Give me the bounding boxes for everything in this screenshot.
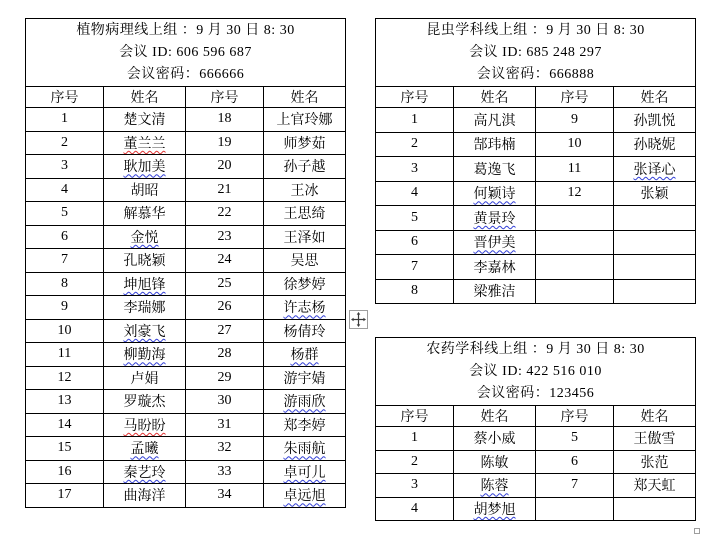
cell-name[interactable] (264, 437, 346, 461)
table-title-row (376, 19, 696, 87)
table-move-handle-icon[interactable] (349, 310, 368, 329)
cell-name[interactable] (104, 202, 186, 226)
name-text: 杨倩玲 (283, 324, 326, 340)
table-title-row (376, 338, 696, 406)
cell-serial-number[interactable] (376, 108, 454, 133)
serial-number-text: 2 (61, 134, 68, 150)
meeting-password-line: 会议密码：666888 (476, 66, 595, 82)
serial-number-text: 1 (411, 111, 418, 127)
serial-number-text: 11 (57, 346, 72, 362)
serial-number-text: 1 (411, 430, 418, 446)
cell-serial-number[interactable] (186, 343, 264, 367)
name-text: 胡昭 (130, 183, 159, 199)
cell-name[interactable] (264, 390, 346, 414)
cell-name[interactable] (614, 497, 696, 521)
cell-serial-number[interactable] (26, 225, 104, 249)
column-header[interactable]: 姓名 (454, 87, 536, 108)
serial-number-text: 33 (217, 463, 232, 479)
table-row (26, 155, 346, 179)
serial-number-text: 5 (61, 205, 68, 221)
column-header[interactable]: 姓名 (264, 87, 346, 108)
cell-name[interactable] (104, 272, 186, 296)
serial-number-text: 25 (217, 275, 232, 291)
cell-name[interactable] (264, 413, 346, 437)
name-text: 陈敏 (480, 455, 509, 471)
cell-serial-number[interactable] (376, 474, 454, 498)
cell-serial-number[interactable] (26, 296, 104, 320)
cell-serial-number[interactable] (536, 157, 614, 182)
cell-serial-number[interactable] (376, 157, 454, 182)
name-text: 王冰 (290, 183, 319, 199)
cell-name[interactable] (454, 279, 536, 304)
cell-serial-number[interactable] (26, 484, 104, 508)
cell-serial-number[interactable] (376, 450, 454, 474)
serial-number-text: 14 (57, 416, 72, 432)
table-resize-handle-icon[interactable] (694, 528, 700, 534)
cell-serial-number[interactable] (536, 230, 614, 255)
table-row (26, 249, 346, 273)
cell-serial-number[interactable] (536, 450, 614, 474)
cell-name[interactable] (264, 249, 346, 273)
cell-serial-number[interactable] (536, 206, 614, 231)
cell-serial-number[interactable] (536, 474, 614, 498)
cell-name[interactable] (104, 155, 186, 179)
cell-serial-number[interactable] (536, 181, 614, 206)
column-header[interactable]: 姓名 (104, 87, 186, 108)
cell-serial-number[interactable] (376, 427, 454, 451)
table-row (26, 178, 346, 202)
name-text: 李嘉林 (473, 260, 516, 276)
name-text: 上官玲娜 (276, 113, 333, 129)
cell-serial-number[interactable] (536, 497, 614, 521)
cell-name[interactable] (104, 131, 186, 155)
cell-name[interactable] (454, 181, 536, 206)
meeting-password-line: 会议密码：123456 (476, 385, 595, 401)
table-row (26, 366, 346, 390)
meeting-id-line: 会议 ID: 606 596 687 (119, 44, 252, 60)
column-header[interactable]: 姓名 (454, 406, 536, 427)
serial-number-text: 6 (411, 234, 418, 250)
name-text: 蔡小威 (473, 432, 516, 448)
table-row (376, 474, 696, 498)
name-text: 胡梦旭 (473, 502, 516, 518)
cell-name[interactable] (264, 202, 346, 226)
serial-number-text: 9 (61, 299, 68, 315)
column-header[interactable]: 序号 (536, 87, 614, 108)
cell-serial-number[interactable] (376, 230, 454, 255)
table-title[interactable] (376, 338, 696, 406)
name-text: 楚文清 (123, 113, 166, 129)
cell-name[interactable] (104, 437, 186, 461)
cell-name[interactable] (454, 427, 536, 451)
cell-serial-number[interactable] (186, 460, 264, 484)
table-row (26, 202, 346, 226)
table-row (26, 413, 346, 437)
serial-number-text: 6 (61, 228, 68, 244)
serial-number-text: 3 (61, 158, 68, 174)
cell-name[interactable] (104, 390, 186, 414)
name-text: 师梦茹 (283, 136, 326, 152)
name-text: 陈蓉 (480, 479, 509, 495)
column-header[interactable]: 姓名 (614, 87, 696, 108)
name-text: 郑李婷 (283, 418, 326, 434)
cell-serial-number[interactable] (376, 206, 454, 231)
name-text: 孟曦 (130, 442, 159, 458)
cell-name[interactable] (264, 484, 346, 508)
serial-number-text: 15 (57, 440, 72, 456)
meeting-id-line: 会议 ID: 685 248 297 (469, 44, 602, 60)
table-row (376, 132, 696, 157)
cell-name[interactable] (614, 132, 696, 157)
name-text: 董兰兰 (123, 136, 166, 152)
table-row (26, 131, 346, 155)
name-text: 郑天虹 (633, 479, 676, 495)
cell-serial-number[interactable] (26, 249, 104, 273)
four-way-arrow-icon (351, 312, 366, 327)
serial-number-text: 29 (217, 369, 232, 385)
group-title-line: 农药学科线上组 ：9 月 30 日 8: 30 (426, 341, 645, 357)
cell-serial-number[interactable] (186, 437, 264, 461)
table-title[interactable] (26, 19, 346, 87)
name-text: 张颖 (640, 187, 669, 203)
cell-name[interactable] (264, 108, 346, 132)
cell-name[interactable] (454, 230, 536, 255)
cell-name[interactable] (264, 272, 346, 296)
cell-serial-number[interactable] (536, 132, 614, 157)
cell-name[interactable] (264, 155, 346, 179)
name-text: 游宇婧 (283, 371, 326, 387)
cell-name[interactable] (264, 131, 346, 155)
column-header-row (376, 87, 696, 108)
name-text: 解慕华 (123, 207, 166, 223)
name-text: 王傲雪 (633, 432, 676, 448)
name-text: 李瑞娜 (123, 301, 166, 317)
name-text: 坤旭锋 (123, 277, 166, 293)
name-text: 葛逸飞 (473, 162, 516, 178)
table-row (376, 450, 696, 474)
serial-number-text: 10 (567, 136, 582, 152)
cell-name[interactable] (264, 296, 346, 320)
cell-serial-number[interactable] (186, 108, 264, 132)
cell-serial-number[interactable] (376, 181, 454, 206)
cell-name[interactable] (104, 460, 186, 484)
cell-name[interactable] (614, 279, 696, 304)
name-text: 郜玮楠 (473, 138, 516, 154)
serial-number-text: 4 (411, 185, 418, 201)
cell-serial-number[interactable] (536, 255, 614, 280)
name-text: 晋伊美 (473, 236, 516, 252)
column-header[interactable]: 序号 (26, 87, 104, 108)
table-row (376, 108, 696, 133)
table-row (26, 272, 346, 296)
cell-name[interactable] (264, 225, 346, 249)
cell-name[interactable] (614, 450, 696, 474)
cell-serial-number[interactable] (376, 255, 454, 280)
table-row (26, 296, 346, 320)
name-text: 秦艺玲 (123, 465, 166, 481)
table-row (26, 319, 346, 343)
cell-name[interactable] (264, 343, 346, 367)
table-row (376, 230, 696, 255)
serial-number-text: 1 (61, 111, 68, 127)
cell-serial-number[interactable] (26, 460, 104, 484)
cell-name[interactable] (104, 319, 186, 343)
cell-name[interactable] (454, 157, 536, 182)
serial-number-text: 32 (217, 440, 232, 456)
cell-serial-number[interactable] (376, 279, 454, 304)
table-row (376, 427, 696, 451)
table-title[interactable] (376, 19, 696, 87)
serial-number-text: 16 (57, 463, 72, 479)
cell-serial-number[interactable] (376, 497, 454, 521)
serial-number-text: 12 (57, 369, 72, 385)
serial-number-text: 7 (411, 258, 418, 274)
cell-serial-number[interactable] (26, 343, 104, 367)
cell-serial-number[interactable] (536, 427, 614, 451)
cell-serial-number[interactable] (26, 202, 104, 226)
cell-name[interactable] (454, 255, 536, 280)
cell-serial-number[interactable] (26, 131, 104, 155)
cell-serial-number[interactable] (536, 108, 614, 133)
serial-number-text: 31 (217, 416, 232, 432)
cell-serial-number[interactable] (186, 202, 264, 226)
cell-serial-number[interactable] (26, 155, 104, 179)
column-header-row (376, 406, 696, 427)
cell-serial-number[interactable] (536, 279, 614, 304)
table-row (376, 497, 696, 521)
cell-serial-number[interactable] (186, 178, 264, 202)
cell-serial-number[interactable] (186, 225, 264, 249)
name-text: 孙凯悦 (633, 113, 676, 129)
table-row (26, 108, 346, 132)
table-row (26, 390, 346, 414)
cell-serial-number[interactable] (186, 319, 264, 343)
name-text: 何颖诗 (473, 187, 516, 203)
column-header[interactable]: 序号 (186, 87, 264, 108)
cell-name[interactable] (104, 249, 186, 273)
cell-name[interactable] (614, 474, 696, 498)
group-title-line: 植物病理线上组 ：9 月 30 日 8: 30 (76, 22, 295, 38)
cell-serial-number[interactable] (186, 413, 264, 437)
cell-serial-number[interactable] (186, 296, 264, 320)
serial-number-text: 11 (567, 160, 582, 176)
cell-serial-number[interactable] (26, 437, 104, 461)
table-row (26, 484, 346, 508)
name-text: 许志杨 (283, 301, 326, 317)
serial-number-text: 22 (217, 205, 232, 221)
serial-number-text: 4 (411, 500, 418, 516)
cell-serial-number[interactable] (26, 390, 104, 414)
cell-name[interactable] (614, 206, 696, 231)
cell-serial-number[interactable] (26, 108, 104, 132)
meeting-id-line: 会议 ID: 422 516 010 (469, 363, 602, 379)
serial-number-text: 18 (217, 111, 232, 127)
table-plant-pathology-group (25, 18, 346, 508)
table-title-row (26, 19, 346, 87)
cell-name[interactable] (614, 181, 696, 206)
cell-name[interactable] (264, 178, 346, 202)
table-entomology-group (375, 18, 696, 304)
serial-number-text: 2 (411, 136, 418, 152)
name-text: 张范 (640, 455, 669, 471)
serial-number-text: 8 (61, 275, 68, 291)
cell-name[interactable] (104, 178, 186, 202)
cell-serial-number[interactable] (186, 484, 264, 508)
column-header[interactable]: 序号 (376, 406, 454, 427)
name-text: 梁雅洁 (473, 285, 516, 301)
meeting-password-line: 会议密码：666666 (126, 66, 245, 82)
name-text: 卢娟 (130, 371, 159, 387)
cell-name[interactable] (104, 413, 186, 437)
serial-number-text: 3 (411, 160, 418, 176)
name-text: 张译心 (633, 162, 676, 178)
table-row (26, 460, 346, 484)
serial-number-text: 24 (217, 252, 232, 268)
name-text: 刘豪飞 (123, 324, 166, 340)
table-row (26, 343, 346, 367)
name-text: 王泽如 (283, 230, 326, 246)
serial-number-text: 5 (571, 430, 578, 446)
table-row (376, 157, 696, 182)
serial-number-text: 4 (61, 181, 68, 197)
cell-serial-number[interactable] (26, 178, 104, 202)
serial-number-text: 8 (411, 283, 418, 299)
cell-name[interactable] (454, 474, 536, 498)
column-header[interactable]: 序号 (536, 406, 614, 427)
cell-name[interactable] (104, 108, 186, 132)
table-row (376, 255, 696, 280)
name-text: 马盼盼 (123, 418, 166, 434)
serial-number-text: 7 (61, 252, 68, 268)
cell-name[interactable] (614, 255, 696, 280)
serial-number-text: 26 (217, 299, 232, 315)
serial-number-text: 12 (567, 185, 582, 201)
cell-name[interactable] (104, 225, 186, 249)
cell-serial-number[interactable] (26, 272, 104, 296)
table-row (376, 181, 696, 206)
name-text: 王思绮 (283, 207, 326, 223)
table-row (376, 279, 696, 304)
serial-number-text: 30 (217, 393, 232, 409)
column-header[interactable]: 序号 (376, 87, 454, 108)
name-text: 金悦 (130, 230, 159, 246)
serial-number-text: 6 (571, 453, 578, 469)
cell-name[interactable] (104, 343, 186, 367)
cell-name[interactable] (264, 319, 346, 343)
serial-number-text: 13 (57, 393, 72, 409)
serial-number-text: 27 (217, 322, 232, 338)
cell-name[interactable] (264, 366, 346, 390)
name-text: 孔晓颖 (123, 254, 166, 270)
cell-serial-number[interactable] (186, 155, 264, 179)
cell-serial-number[interactable] (186, 390, 264, 414)
cell-serial-number[interactable] (376, 132, 454, 157)
serial-number-text: 20 (217, 158, 232, 174)
table-row (26, 225, 346, 249)
cell-name[interactable] (454, 132, 536, 157)
name-text: 朱雨航 (283, 442, 326, 458)
cell-name[interactable] (454, 206, 536, 231)
name-text: 卓可儿 (283, 465, 326, 481)
cell-name[interactable] (454, 450, 536, 474)
name-text: 孙子越 (283, 160, 326, 176)
name-text: 罗璇杰 (123, 395, 166, 411)
serial-number-text: 9 (571, 111, 578, 127)
table-row (26, 437, 346, 461)
name-text: 徐梦婷 (283, 277, 326, 293)
cell-name[interactable] (104, 484, 186, 508)
cell-serial-number[interactable] (26, 366, 104, 390)
serial-number-text: 19 (217, 134, 232, 150)
cell-name[interactable] (454, 497, 536, 521)
serial-number-text: 17 (57, 487, 72, 503)
column-header[interactable]: 姓名 (614, 406, 696, 427)
serial-number-text: 10 (57, 322, 72, 338)
serial-number-text: 2 (411, 453, 418, 469)
cell-name[interactable] (104, 366, 186, 390)
name-text: 曲海洋 (123, 489, 166, 505)
group-title-line: 昆虫学科线上组 ：9 月 30 日 8: 30 (426, 22, 645, 38)
cell-name[interactable] (614, 157, 696, 182)
name-text: 柳勤海 (123, 348, 166, 364)
column-header-row (26, 87, 346, 108)
cell-name[interactable] (614, 230, 696, 255)
name-text: 杨群 (290, 348, 319, 364)
cell-serial-number[interactable] (26, 413, 104, 437)
cell-name[interactable] (614, 108, 696, 133)
serial-number-text: 28 (217, 346, 232, 362)
cell-name[interactable] (614, 427, 696, 451)
cell-name[interactable] (454, 108, 536, 133)
cell-serial-number[interactable] (186, 131, 264, 155)
cell-name[interactable] (104, 296, 186, 320)
cell-serial-number[interactable] (186, 249, 264, 273)
serial-number-text: 34 (217, 487, 232, 503)
serial-number-text: 5 (411, 209, 418, 225)
name-text: 游雨欣 (283, 395, 326, 411)
table-row (376, 206, 696, 231)
serial-number-text: 21 (217, 181, 232, 197)
name-text: 卓远旭 (283, 489, 326, 505)
serial-number-text: 3 (411, 477, 418, 493)
name-text: 黄景玲 (473, 211, 516, 227)
name-text: 耿加美 (123, 160, 166, 176)
serial-number-text: 23 (217, 228, 232, 244)
name-text: 高凡淇 (473, 113, 516, 129)
table-pesticide-group (375, 337, 696, 521)
cell-serial-number[interactable] (26, 319, 104, 343)
name-text: 吴思 (290, 254, 319, 270)
serial-number-text: 7 (571, 477, 578, 493)
cell-serial-number[interactable] (186, 272, 264, 296)
cell-name[interactable] (264, 460, 346, 484)
name-text: 孙晓妮 (633, 138, 676, 154)
cell-serial-number[interactable] (186, 366, 264, 390)
